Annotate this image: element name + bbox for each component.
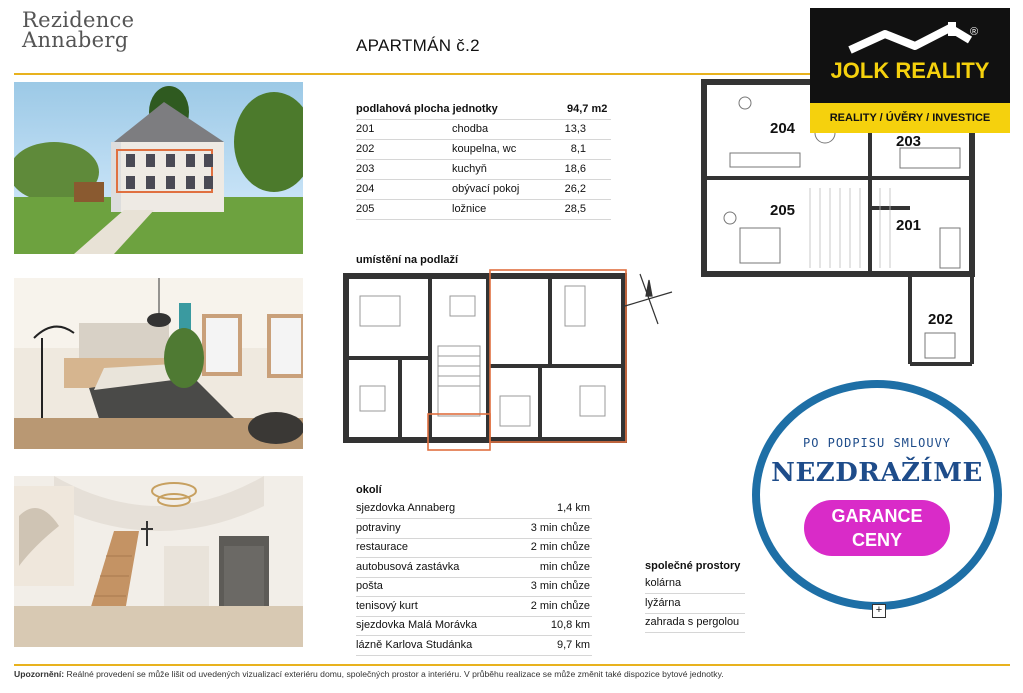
room-205-label: 205 bbox=[770, 202, 796, 219]
price-guarantee-badge bbox=[752, 380, 1002, 610]
common-space-item: kolárna bbox=[645, 574, 745, 594]
room-area: 26,2 bbox=[564, 183, 586, 195]
floor-area-label: podlahová plocha jednotky bbox=[356, 103, 498, 115]
surroundings-item bbox=[356, 636, 592, 656]
room-row bbox=[356, 140, 611, 160]
room-row bbox=[356, 200, 611, 220]
floor-area-section bbox=[356, 100, 611, 220]
brand-line2: Annaberg bbox=[22, 28, 129, 52]
surroundings-item bbox=[356, 519, 592, 539]
surroundings-name: lázně Karlova Studánka bbox=[356, 638, 473, 651]
room-area: 13,3 bbox=[564, 123, 586, 135]
hallway-photo bbox=[14, 476, 303, 647]
jolk-tagline: REALITY / ÚVĚRY / INVESTICE bbox=[810, 103, 1010, 133]
room-name: ložnice bbox=[452, 203, 487, 215]
floor-location-title: umístění na podlaží bbox=[356, 254, 459, 266]
footer-note bbox=[14, 669, 724, 679]
footer-text: Reálné provedení se může lišit od uvedených vizualizací exteriéru domu, společných prostor a interiéru. V průběhu realizace se může změnit také dispozice bytové jednotky. bbox=[66, 669, 724, 679]
surroundings-item bbox=[356, 538, 592, 558]
room-row bbox=[356, 120, 611, 140]
room-row bbox=[356, 160, 611, 180]
surroundings-name: sjezdovka Malá Morávka bbox=[356, 619, 478, 631]
surroundings-name: tenisový kurt bbox=[356, 599, 418, 612]
jolk-name: JOLK REALITY bbox=[830, 58, 990, 83]
room-code: 205 bbox=[356, 203, 375, 215]
surroundings-value: 10,8 km bbox=[550, 619, 590, 631]
surroundings-value: 2 min chůze bbox=[530, 541, 590, 553]
header-divider bbox=[14, 73, 810, 75]
surroundings-item bbox=[356, 597, 592, 617]
badge-pill-line1: GARANCE bbox=[831, 506, 923, 526]
room-name: obývací pokoj bbox=[452, 183, 520, 195]
surroundings-value: 1,4 km bbox=[556, 502, 590, 514]
brand-logo bbox=[22, 10, 134, 50]
jolk-reality-logo bbox=[810, 8, 1010, 128]
room-area: 18,6 bbox=[564, 163, 586, 175]
floor-area-header bbox=[356, 100, 611, 120]
room-code: 203 bbox=[356, 163, 375, 175]
room-name: koupelna, wc bbox=[452, 143, 517, 155]
surroundings-item bbox=[356, 577, 592, 597]
room-list bbox=[356, 120, 611, 220]
floor-area-value: 94,7 m2 bbox=[567, 103, 608, 115]
surroundings-item bbox=[356, 558, 592, 578]
expand-plus-icon[interactable]: + bbox=[872, 604, 886, 618]
surroundings-value: 9,7 km bbox=[556, 638, 590, 651]
room-area: 28,5 bbox=[564, 203, 586, 215]
room-code: 202 bbox=[356, 143, 375, 155]
surroundings-title: okolí bbox=[356, 484, 382, 496]
surroundings-name: sjezdovka Annaberg bbox=[356, 502, 456, 514]
surroundings-value: 3 min chůze bbox=[530, 521, 590, 534]
surroundings-name: pošta bbox=[356, 580, 383, 592]
room-204-label: 204 bbox=[770, 120, 796, 137]
room-201-label: 201 bbox=[896, 217, 922, 234]
room-code: 204 bbox=[356, 183, 375, 195]
badge-pill bbox=[804, 500, 950, 556]
badge-inner bbox=[760, 388, 994, 602]
surroundings-item bbox=[356, 616, 592, 636]
common-space-item: lyžárna bbox=[645, 594, 745, 614]
room-name: chodba bbox=[452, 123, 489, 135]
room-area: 8,1 bbox=[570, 143, 586, 155]
badge-main-text: NEZDRAŽÍME bbox=[771, 458, 983, 488]
footer-label: Upozornění: bbox=[14, 669, 65, 679]
badge-pill-line2: CENY bbox=[851, 530, 902, 550]
room-row bbox=[356, 180, 611, 200]
surroundings-item bbox=[356, 499, 592, 519]
room-code: 201 bbox=[356, 123, 375, 135]
room-203-label: 203 bbox=[896, 133, 922, 150]
roof-icon bbox=[810, 14, 1010, 62]
common-spaces-title: společné prostory bbox=[645, 560, 741, 572]
surroundings-name: restaurace bbox=[356, 541, 408, 553]
exterior-photo bbox=[14, 82, 303, 254]
brand-line1: Rezidence bbox=[22, 8, 135, 32]
surroundings-name: autobusová zastávka bbox=[356, 560, 460, 573]
jolk-registered-mark: ® bbox=[970, 26, 979, 38]
surroundings-value: 2 min chůze bbox=[530, 599, 590, 612]
badge-top-text: PO PODPISU SMLOUVY bbox=[802, 436, 952, 450]
bedroom-photo bbox=[14, 278, 303, 449]
surroundings-value: 3 min chůze bbox=[530, 580, 590, 592]
room-name: kuchyň bbox=[452, 163, 487, 175]
floor-overview-plan bbox=[340, 266, 680, 452]
surroundings-name: potraviny bbox=[356, 521, 401, 534]
surroundings-value: min chůze bbox=[539, 560, 590, 573]
footer-divider bbox=[14, 664, 1010, 666]
page-title: APARTMÁN č.2 bbox=[356, 36, 480, 55]
common-space-item: zahrada s pergolou bbox=[645, 613, 745, 633]
room-202-label: 202 bbox=[928, 311, 954, 328]
